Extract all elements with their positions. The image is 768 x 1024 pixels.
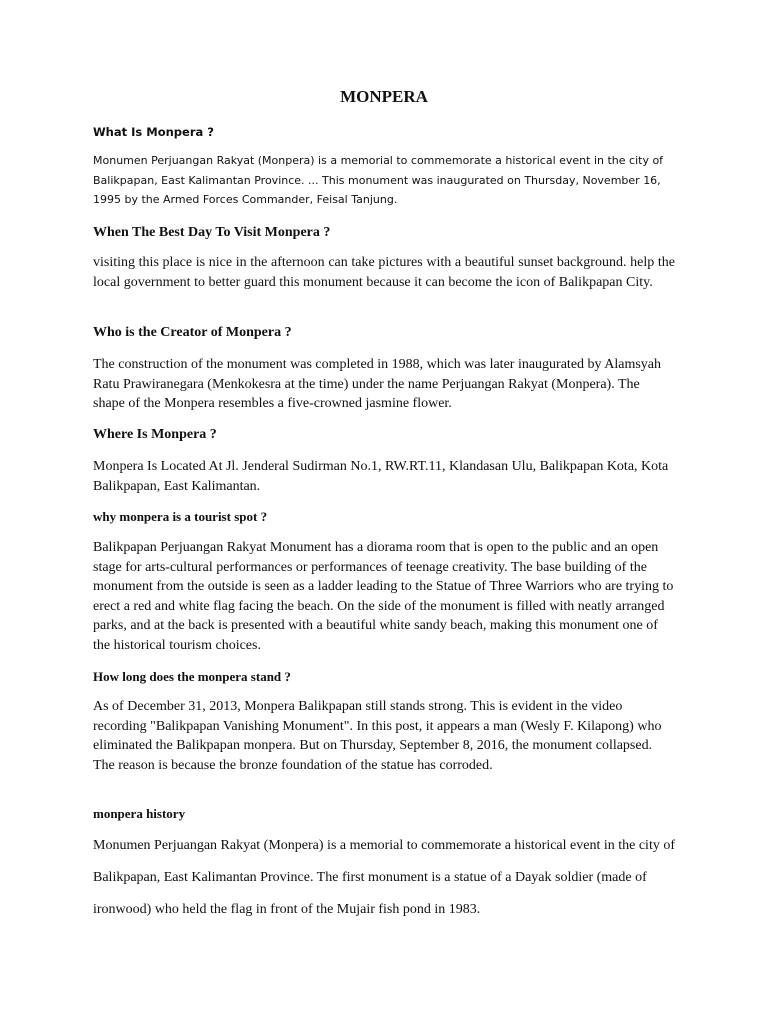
section-heading-history: monpera history [93, 806, 186, 821]
section-heading-how-long: How long does the monpera stand ? [93, 669, 291, 684]
section-body-how-long: As of December 31, 2013, Monpera Balikpapan still stands strong. This is evident in the video recording "Balikpapan Vanishing Monument". In this post, it appears a man (Wesly F. Kilapong) who eliminated the Balikpapan monpera. But on Thursday, September 8, 2016, the monument collapsed. The reason is because the bronze foundation of the statue has corroded. [93, 699, 662, 773]
document-title: MONPERA [340, 87, 428, 106]
section-heading-best-day: When The Best Day To Visit Monpera ? [93, 225, 331, 240]
section-body-tourist-spot: Balikpapan Perjuangan Rakyat Monument has a diorama room that is open to the public and an open stage for arts-cultural performances or performances of teenage creativity. The base building of the monument from the outside is seen as a ladder leading to the Statue of Three Warriors who are trying to erect a red and white flag facing the beach. On the side of the monument is filled with neatly arranged parks, and at the back is presented with a beautiful white sandy beach, making this monument one of the historical tourism choices. [93, 540, 674, 653]
section-body-where: Monpera Is Located At Jl. Jenderal Sudirman No.1, RW.RT.11, Klandasan Ulu, Balikpapan Kota, Kota Balikpapan, East Kalimantan. [93, 459, 669, 494]
section-body-best-day: visiting this place is nice in the afternoon can take pictures with a beautiful sunset background. help the local government to better guard this monument because it can become the icon of Balikpapan City. [93, 255, 675, 290]
section-heading-creator: Who is the Creator of Monpera ? [93, 325, 292, 340]
section-body-what-is: Monumen Perjuangan Rakyat (Monpera) is a memorial to commemorate a historical event in the city of Balikpapan, East Kalimantan Province. ... This monument was inaugurated on Thursday, November 16, 1995 by the Armed Forces Commander, Feisal Tanjung. [93, 154, 664, 206]
section-body-creator: The construction of the monument was completed in 1988, which was later inaugurated by Alamsyah Ratu Prawiranegara (Menkokesra at the time) under the name Perjuangan Rakyat (Monpera). The shape of the Monpera resembles a five-crowned jasmine flower. [93, 357, 662, 411]
section-body-history: Monumen Perjuangan Rakyat (Monpera) is a memorial to commemorate a historical event in the city of Balikpapan, East Kalimantan Province. The first monument is a statue of a Dayak soldier (made of ironwood) who held the flag in front of the Mujair fish pond in 1983. [93, 838, 675, 917]
section-heading-tourist-spot: why monpera is a tourist spot ? [93, 509, 268, 524]
section-heading-what-is: What Is Monpera ? [93, 125, 214, 139]
section-heading-where: Where Is Monpera ? [93, 427, 217, 442]
